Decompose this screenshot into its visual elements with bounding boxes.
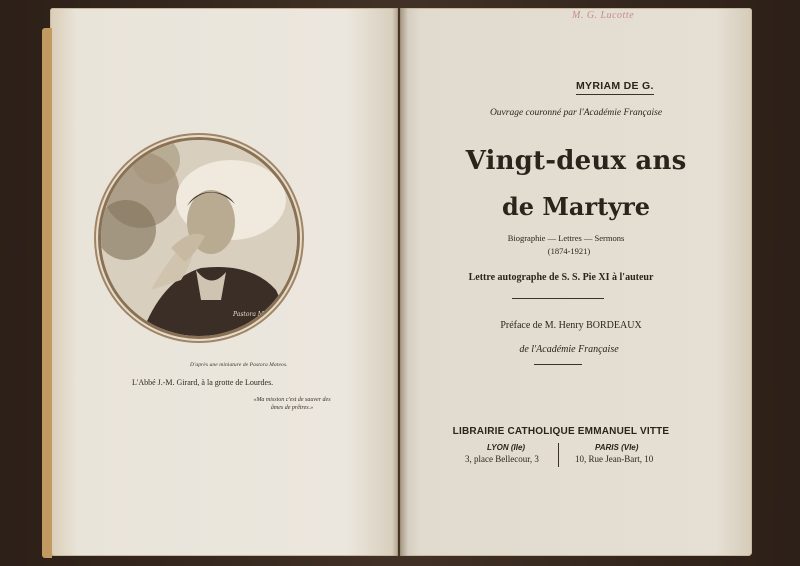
portrait-caption: L'Abbé J.-M. Girard, à la grotte de Lourdes.	[132, 378, 274, 387]
publisher-name: LIBRAIRIE CATHOLIQUE EMMANUEL VITTE	[452, 426, 670, 437]
author-name: MYRIAM DE G.	[576, 80, 654, 95]
portrait-medallion	[98, 137, 300, 339]
address-divider	[558, 443, 559, 467]
svg-text:Pastora M.: Pastora M.	[233, 311, 266, 318]
title-line-1: Vingt-deux ans	[465, 146, 687, 176]
ownership-inscription: M. G. Lucotte	[572, 10, 635, 21]
publisher-city-paris: PARIS (VIe)	[595, 443, 639, 452]
papal-letter-line: Lettre autographe de S. S. Pie XI à l'auteur	[468, 272, 654, 283]
publisher-address-paris: 10, Rue Jean-Bart, 10	[575, 454, 654, 464]
portrait-credit: D'après une miniature de Pastora Mateos.	[190, 362, 288, 368]
divider-rule	[512, 298, 604, 299]
award-line: Ouvrage couronné par l'Académie Française	[489, 108, 663, 118]
portrait-image	[101, 140, 297, 336]
preface-line: Préface de M. Henry BORDEAUX	[500, 320, 642, 331]
publisher-address-lyon: 3, place Bellecour, 3	[465, 454, 539, 464]
dates-line: (1874-1921)	[547, 246, 591, 256]
genres-line: Biographie — Lettres — Sermons	[507, 233, 625, 243]
title-line-2: de Martyre	[501, 192, 651, 221]
portrait-quote: «Ma mission c'est de sauver des âmes de prêtres.»	[253, 397, 331, 411]
short-divider-rule	[534, 364, 582, 365]
publisher-city-lyon: LYON (IIe)	[487, 443, 526, 452]
preface-affiliation: de l'Académie Française	[519, 344, 619, 355]
